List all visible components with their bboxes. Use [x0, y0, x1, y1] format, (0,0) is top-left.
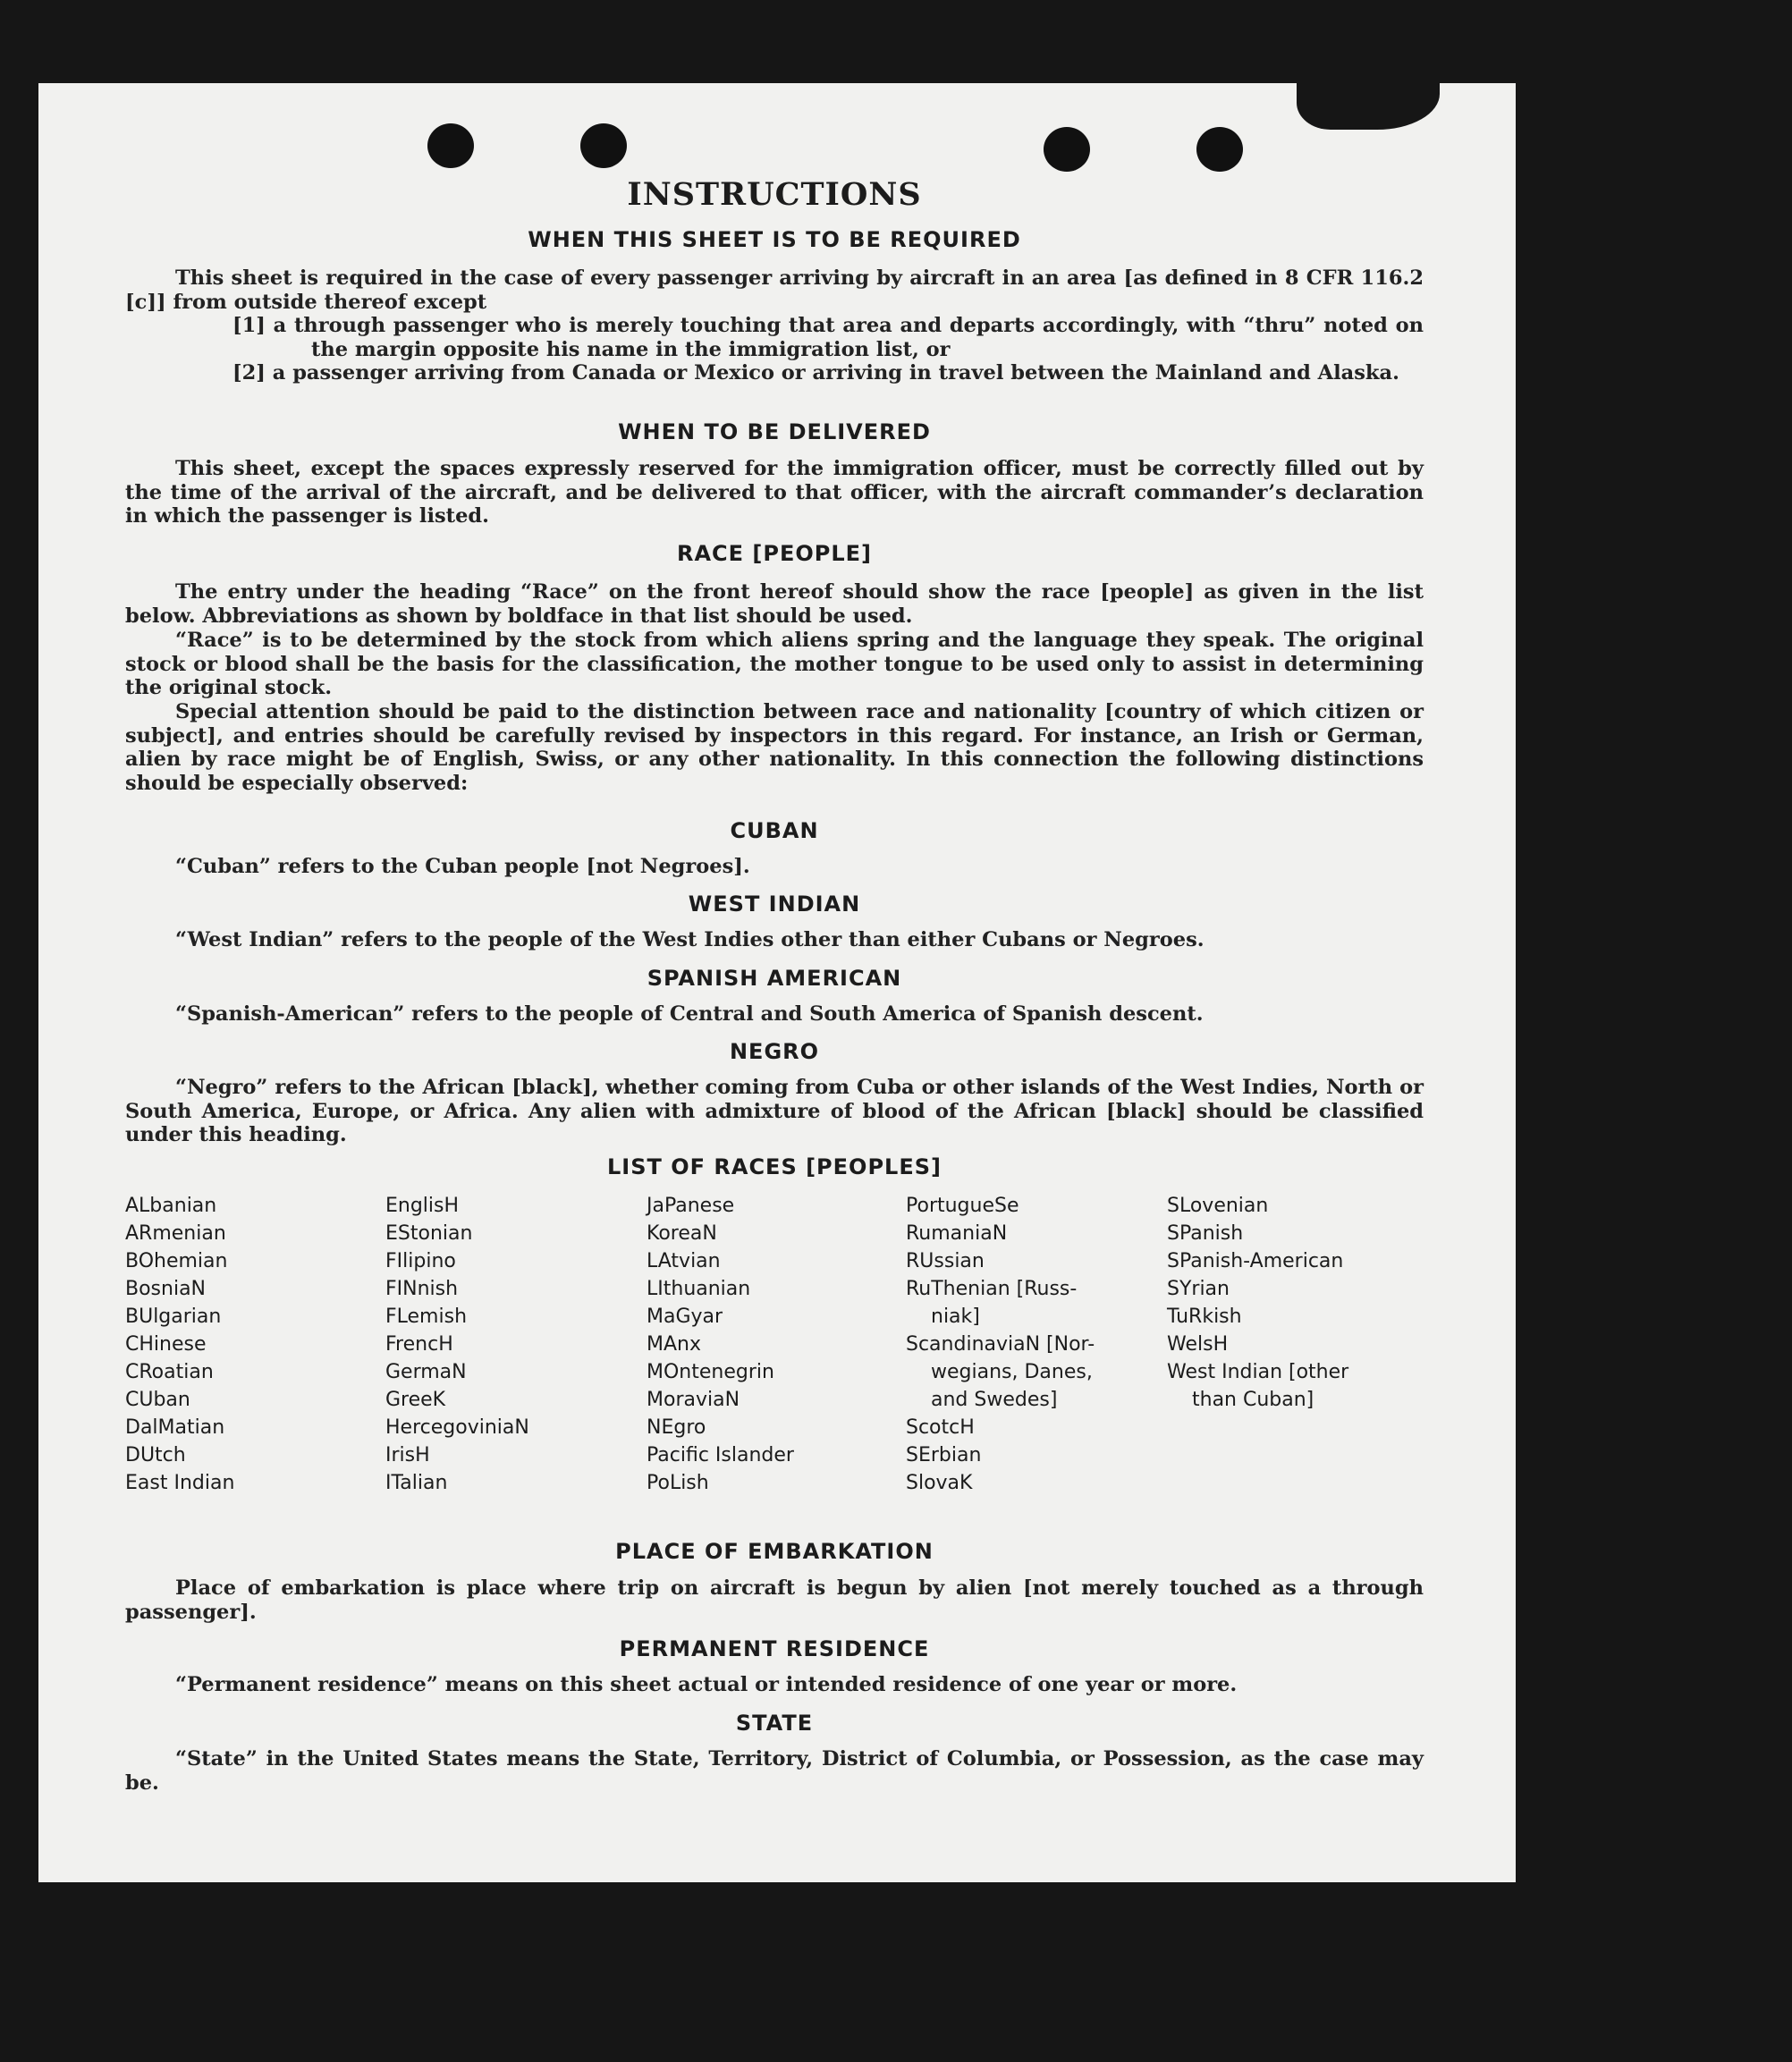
race-entry-continued: than Cuban]: [1192, 1389, 1314, 1411]
race-entry: IrisH: [385, 1444, 430, 1466]
state-text: “State” in the United States means the State, Territory, District of Columbia, or Possession, as the case may be.: [125, 1747, 1424, 1795]
embarkation-text: Place of embarkation is place where trip on aircraft is begun by alien [not merely touched as a through passenger].: [125, 1576, 1424, 1624]
race-entry: ITalian: [385, 1472, 448, 1494]
race-entry: NEgro: [647, 1416, 706, 1439]
heading-embarkation: PLACE OF EMBARKATION: [615, 1539, 934, 1564]
race-entry: ARmenian: [125, 1222, 226, 1245]
punch-hole: [427, 123, 474, 168]
race-entry: SPanish-American: [1167, 1250, 1344, 1272]
heading-race: RACE [PEOPLE]: [676, 541, 873, 566]
race-entry: HercegoviniaN: [385, 1416, 529, 1439]
race-entry: GreeK: [385, 1389, 446, 1411]
race-entry: GermaN: [385, 1361, 467, 1383]
race-entry: PortugueSe: [906, 1195, 1019, 1217]
race-column-5: [1167, 1192, 1426, 1414]
race-entry: SYrian: [1167, 1278, 1230, 1300]
race-entry-continued: and Swedes]: [931, 1389, 1058, 1411]
race-entry: DUtch: [125, 1444, 186, 1466]
race-entry: DalMatian: [125, 1416, 225, 1439]
delivered-text: This sheet, except the spaces expressly reserved for the immigration officer, must be correctly filled out by the time of the arrival of the aircraft, and be delivered to that officer, with the aircraft commander’s declaration in which the passenger is listed.: [125, 457, 1424, 528]
race-column-3: [647, 1192, 906, 1497]
race-entry: FINnish: [385, 1278, 459, 1300]
page-title: INSTRUCTIONS: [627, 176, 922, 213]
race-entry: CHinese: [125, 1333, 207, 1356]
heading-state: STATE: [735, 1711, 814, 1736]
heading-delivered: WHEN TO BE DELIVERED: [618, 419, 931, 444]
race-entry: LIthuanian: [647, 1278, 751, 1300]
race-entry: SPanish: [1167, 1222, 1244, 1245]
document-sheet: [38, 83, 1516, 1882]
race-paragraph-3: Special attention should be paid to the distinction between race and nationality [country of which citizen or subject], and entries should be carefully revised by inspectors in this regard. For instance, an Irish or German, alien by race might be of English, Swiss, or any other nationality. In this connection the following distinctions should be especially observed:: [125, 700, 1424, 795]
race-entry: FLemish: [385, 1306, 468, 1328]
race-entry: RUssian: [906, 1250, 985, 1272]
race-column-4: [906, 1192, 1165, 1497]
race-entry: BOhemian: [125, 1250, 228, 1272]
race-entry: TuRkish: [1167, 1306, 1242, 1328]
heading-cuban: CUBAN: [730, 818, 819, 843]
race-entry: CUban: [125, 1389, 190, 1411]
race-entry: Pacific Islander: [647, 1444, 794, 1466]
heading-permanent-residence: PERMANENT RESIDENCE: [619, 1636, 930, 1661]
race-entry: SLovenian: [1167, 1195, 1269, 1217]
race-entry: KoreaN: [647, 1222, 717, 1245]
punch-hole: [1196, 127, 1243, 172]
race-entry: WelsH: [1167, 1333, 1229, 1356]
residence-text: “Permanent residence” means on this sheet actual or intended residence of one year or more.: [175, 1673, 1238, 1696]
race-entry: SErbian: [906, 1444, 982, 1466]
cuban-text: “Cuban” refers to the Cuban people [not Negroes].: [175, 855, 750, 878]
heading-spanish-american: SPANISH AMERICAN: [647, 966, 902, 991]
race-entry: JaPanese: [647, 1195, 735, 1217]
race-entry: MOntenegrin: [647, 1361, 774, 1383]
race-paragraph-1: The entry under the heading “Race” on the front hereof should show the race [people] as given in the list below. Abbreviations as shown by boldface in that list should be used.: [125, 580, 1424, 628]
race-entry: SlovaK: [906, 1472, 973, 1494]
race-entry: MaGyar: [647, 1306, 723, 1328]
race-entry: FrencH: [385, 1333, 453, 1356]
race-entry: ScotcH: [906, 1416, 975, 1439]
race-column-1: [125, 1192, 385, 1497]
race-entry: EnglisH: [385, 1195, 460, 1217]
race-entry: PoLish: [647, 1472, 709, 1494]
required-item-2: [2] a passenger arriving from Canada or Mexico or arriving in travel between the Mainland and Alaska.: [232, 361, 1399, 385]
required-item-1: [1] a through passenger who is merely touching that area and departs accordingly, with “thru” noted on the margin opposite his name in the immigration list, or: [232, 314, 1424, 361]
spanish-american-text: “Spanish-American” refers to the people of Central and South America of Spanish descent.: [175, 1002, 1204, 1026]
race-entry: ScandinaviaN [Nor-: [906, 1333, 1095, 1356]
race-entry-continued: niak]: [931, 1306, 980, 1328]
race-entry: ALbanian: [125, 1195, 217, 1217]
race-paragraph-2: “Race” is to be determined by the stock from which aliens spring and the language they speak. The original stock or blood shall be the basis for the classification, the mother tongue to be used only to assist in determining the original stock.: [125, 629, 1424, 699]
west-indian-text: “West Indian” refers to the people of the West Indies other than either Cubans or Negroes.: [175, 928, 1205, 951]
race-entry: CRoatian: [125, 1361, 214, 1383]
race-entry: MoraviaN: [647, 1389, 740, 1411]
race-entry: MAnx: [647, 1333, 701, 1356]
race-entry-continued: wegians, Danes,: [931, 1361, 1093, 1383]
heading-required: WHEN THIS SHEET IS TO BE REQUIRED: [528, 227, 1021, 252]
race-entry: RuThenian [Russ-: [906, 1278, 1078, 1300]
race-column-2: [385, 1192, 645, 1497]
race-entry: RumaniaN: [906, 1222, 1008, 1245]
race-entry: FIlipino: [385, 1250, 456, 1272]
race-entry: BosniaN: [125, 1278, 207, 1300]
torn-corner: [1297, 83, 1440, 130]
heading-negro: NEGRO: [729, 1039, 820, 1064]
race-entry: EStonian: [385, 1222, 473, 1245]
race-entry: West Indian [other: [1167, 1361, 1349, 1383]
race-entry: East Indian: [125, 1472, 235, 1494]
race-entry: LAtvian: [647, 1250, 721, 1272]
heading-list-of-races: LIST OF RACES [PEOPLES]: [607, 1154, 942, 1179]
punch-hole: [1044, 127, 1090, 172]
heading-west-indian: WEST INDIAN: [688, 892, 861, 917]
negro-text: “Negro” refers to the African [black], whether coming from Cuba or other islands of the West Indies, North or South America, Europe, or Africa. Any alien with admixture of blood of the African [black] should be classified under this heading.: [125, 1076, 1424, 1146]
punch-hole: [580, 123, 627, 168]
required-intro: This sheet is required in the case of every passenger arriving by aircraft in an area [as defined in 8 CFR 116.2 [c]] from outside thereof except: [125, 266, 1424, 314]
race-entry: BUlgarian: [125, 1306, 222, 1328]
